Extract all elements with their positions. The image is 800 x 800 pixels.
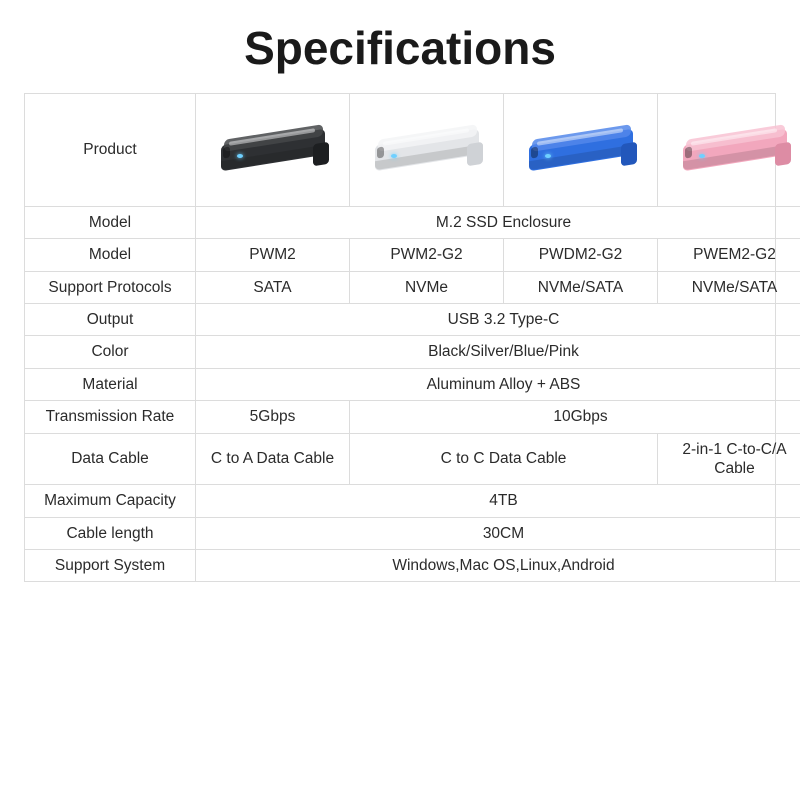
row-value: 2-in-1 C-to-C/A Cable [658, 433, 800, 485]
table-row [25, 239, 800, 271]
row-label: Data Cable [25, 433, 196, 485]
row-label: Color [25, 336, 196, 368]
row-value: Black/Silver/Blue/Pink [196, 336, 800, 368]
table-row [25, 94, 800, 207]
table-row [25, 401, 800, 433]
ssd-enclosure-pink-icon [677, 123, 793, 177]
product-cell-black [196, 94, 350, 207]
table-row [25, 517, 800, 549]
row-label: Product [25, 94, 196, 207]
table-row [25, 336, 800, 368]
table-row [25, 271, 800, 303]
row-value: 5Gbps [196, 401, 350, 433]
row-value: SATA [196, 271, 350, 303]
specifications-table-wrap [24, 93, 787, 583]
row-label: Support Protocols [25, 271, 196, 303]
row-value: PWEM2-G2 [658, 239, 800, 271]
specifications-table [25, 94, 800, 583]
row-label: Cable length [25, 517, 196, 549]
row-value: C to C Data Cable [350, 433, 658, 485]
ssd-enclosure-silver-icon [369, 123, 485, 177]
row-value: PWM2-G2 [350, 239, 504, 271]
row-value: PWM2 [196, 239, 350, 271]
row-value: Aluminum Alloy + ABS [196, 368, 800, 400]
ssd-enclosure-blue-icon [523, 123, 639, 177]
row-value: 10Gbps [350, 401, 800, 433]
ssd-enclosure-black-icon [215, 123, 331, 177]
row-value: NVMe/SATA [504, 271, 658, 303]
row-value: NVMe [350, 271, 504, 303]
row-value: Windows,Mac OS,Linux,Android [196, 550, 800, 582]
table-row [25, 550, 800, 582]
row-value: NVMe/SATA [658, 271, 800, 303]
row-label: Model [25, 206, 196, 238]
row-label: Support System [25, 550, 196, 582]
row-value: M.2 SSD Enclosure [196, 206, 800, 238]
row-value: PWDM2-G2 [504, 239, 658, 271]
row-label: Maximum Capacity [25, 485, 196, 517]
table-row [25, 433, 800, 485]
product-cell-blue [504, 94, 658, 207]
row-label: Transmission Rate [25, 401, 196, 433]
table-row [25, 304, 800, 336]
row-value: 4TB [196, 485, 800, 517]
row-value: C to A Data Cable [196, 433, 350, 485]
table-row [25, 485, 800, 517]
row-label: Model [25, 239, 196, 271]
row-label: Output [25, 304, 196, 336]
table-row [25, 368, 800, 400]
page-title: Specifications [244, 22, 556, 74]
product-cell-pink [658, 94, 800, 207]
table-row [25, 206, 800, 238]
row-value: 30CM [196, 517, 800, 549]
row-value: USB 3.2 Type-C [196, 304, 800, 336]
row-label: Material [25, 368, 196, 400]
product-cell-silver [350, 94, 504, 207]
